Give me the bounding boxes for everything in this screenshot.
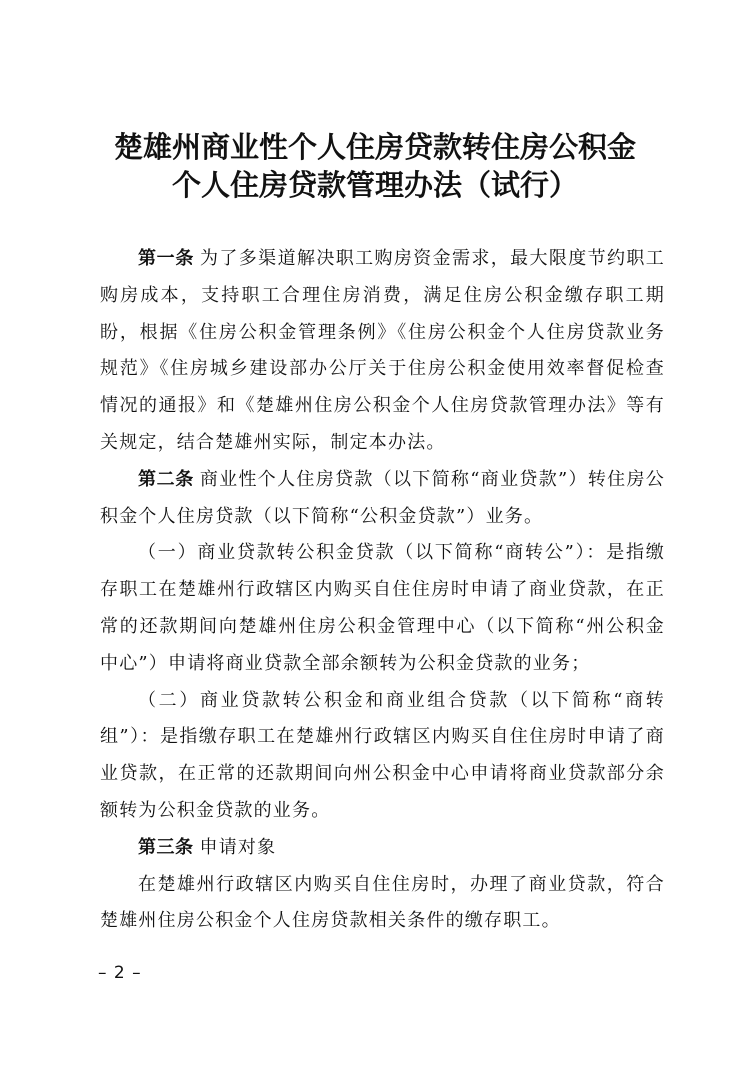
document-title-line-1: 楚雄州商业性个人住房贷款转住房公积金 [113, 130, 636, 164]
paragraph-text: 申请对象 [199, 836, 277, 858]
article-label: 第三条 [138, 836, 194, 858]
document-title-line-2: 个人住房贷款管理办法（试行） [171, 168, 578, 202]
paragraph-item-1 [100, 535, 665, 682]
paragraph-article-2 [100, 462, 665, 536]
paragraph-item-2 [100, 683, 665, 830]
page-number: – 2 – [98, 963, 142, 983]
paragraph-article-3-body [100, 867, 665, 941]
paragraph-article-1 [100, 241, 665, 462]
paragraph-text: 在楚雄州行政辖区内购买自住住房时，办理了商业贷款，符合楚雄州住房公积金个人住房贷款相关条件的缴存职工。 [100, 873, 665, 932]
paragraph-text: （一）商业贷款转公积金贷款（以下简称“商转公”）：是指缴存职工在楚雄州行政辖区内购买自住住房时申请了商业贷款，在正常的还款期间向楚雄州住房公积金管理中心（以下简称“州公积金中心”）申请将商业贷款全部余额转为公积金贷款的业务； [100, 542, 665, 674]
paragraph-text: （二）商业贷款转公积金和商业组合贷款（以下简称“商转组”）：是指缴存职工在楚雄州行政辖区内购买自住住房时申请了商业贷款，在正常的还款期间向州公积金中心申请将商业贷款部分余额转为公积金贷款的业务。 [100, 689, 665, 821]
article-label: 第二条 [138, 468, 194, 490]
paragraph-text: 商业性个人住房贷款（以下简称“商业贷款”）转住房公积金个人住房贷款（以下简称“公积金贷款”）业务。 [100, 468, 665, 527]
article-label: 第一条 [138, 248, 195, 269]
document-body [100, 241, 665, 940]
paragraph-text: 为了多渠道解决职工购房资金需求，最大限度节约职工购房成本，支持职工合理住房消费，满足住房公积金缴存职工期盼，根据《住房公积金管理条例》《住房公积金个人住房贷款业务规范》《住房城乡建设部办公厅关于住房公积金使用效率督促检查情况的通报》和《楚雄州住房公积金个人住房贷款管理办法》等有关规定，结合楚雄州实际，制定本办法。 [100, 248, 665, 453]
paragraph-article-3 [100, 830, 665, 867]
